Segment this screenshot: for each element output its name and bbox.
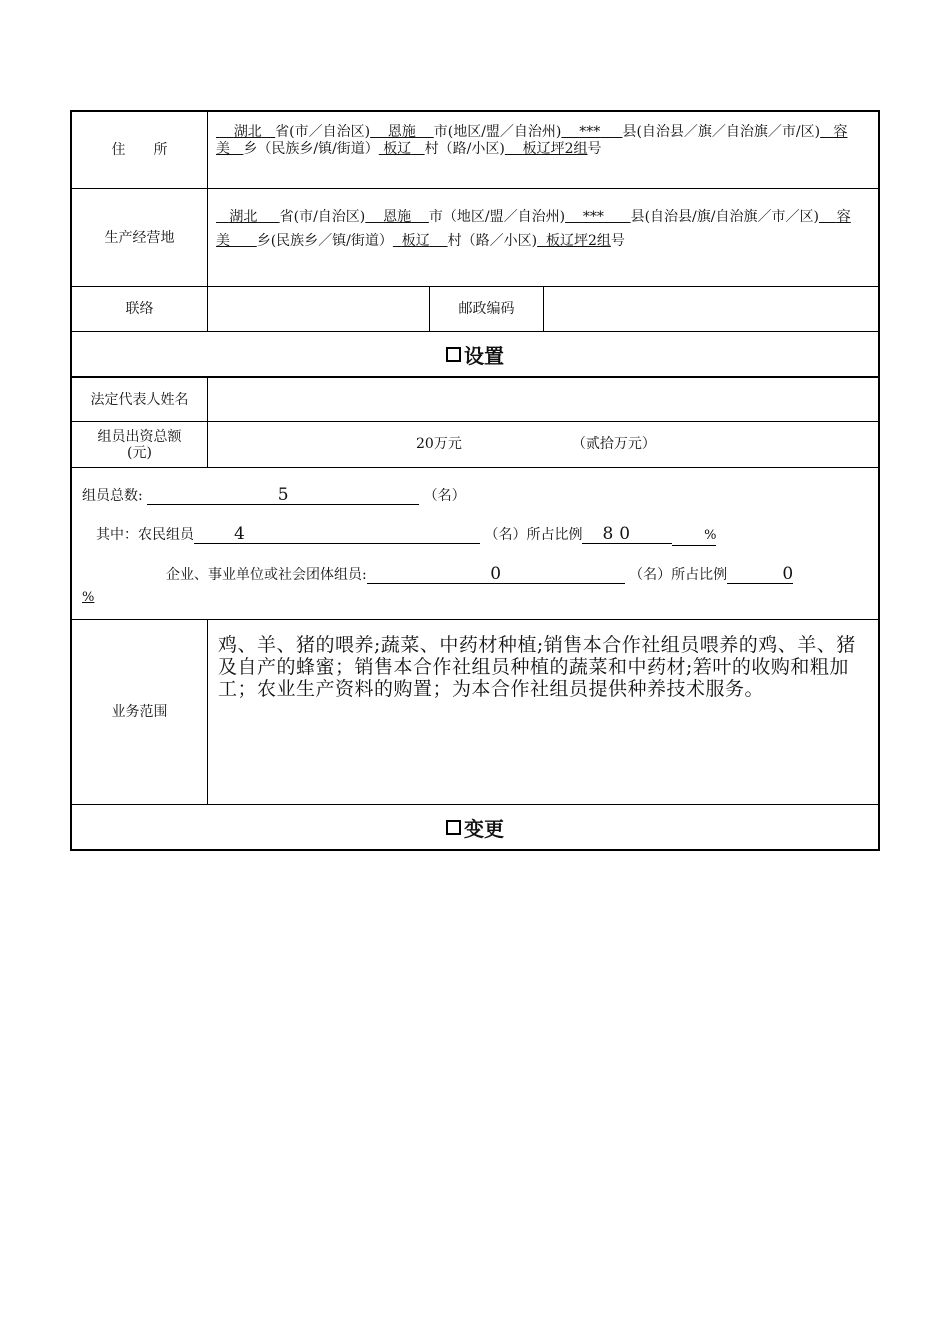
production-county[interactable]: ***: [582, 209, 604, 225]
production-province[interactable]: 湖北: [229, 209, 258, 225]
postal-input[interactable]: [544, 287, 878, 331]
change-checkbox[interactable]: [446, 820, 461, 835]
legal-rep-label: 法定代表人姓名: [72, 378, 208, 421]
setup-header: [72, 332, 878, 378]
members-section: [72, 468, 878, 619]
contact-input[interactable]: [208, 287, 430, 331]
production-value: 湖北 省(市/自治区) 恩施 市（地区/盟／自治州) *** 县(自治县/旗/自治旗／市／区) 容美 乡(民族乡／镇/街道） 板辽 村（路／小区) 板辽坪2组号: [216, 209, 851, 249]
production-row: [72, 189, 878, 287]
address-village[interactable]: 板辽: [383, 141, 412, 157]
farmer-members-line: 其中：农民组员 4 （名）所占比例 80 %: [96, 524, 717, 544]
setup-title: 设置: [464, 343, 504, 368]
production-village[interactable]: 板辽: [401, 233, 430, 249]
org-percent: %: [82, 590, 95, 605]
capital-amount: 20万元: [416, 436, 462, 452]
farmer-members-field[interactable]: 4: [194, 525, 480, 544]
address-value: 湖北 省(市／自治区) 恩施 市(地区/盟／自治州) *** 县(自治县／旗／自治旗／市/区) 容美 乡（民族乡/镇/街道） 板辽 村（路/小区) 板辽坪2组号: [216, 124, 848, 157]
org-members-line: 企业、事业单位或社会团体组员: 0 （名）所占比例 0: [166, 564, 794, 584]
contact-row: [72, 287, 878, 332]
farmer-ratio-field[interactable]: 80: [582, 525, 672, 544]
production-city[interactable]: 恩施: [383, 209, 412, 225]
postal-label: 邮政编码: [430, 287, 544, 331]
address-group[interactable]: 板辽坪2组: [522, 141, 588, 157]
business-row: [72, 620, 878, 805]
contact-label: 联络: [72, 287, 208, 331]
members-row: [72, 468, 878, 620]
address-county[interactable]: ***: [579, 124, 601, 140]
capital-label: 组员出资总额(元): [72, 422, 208, 467]
capital-row: [72, 422, 878, 468]
capital-amount-cn: （贰拾万元）: [571, 436, 656, 452]
org-percent-line: [82, 589, 868, 607]
legal-rep-input[interactable]: [208, 378, 878, 421]
setup-checkbox[interactable]: [446, 347, 461, 362]
business-label: 业务范围: [72, 620, 208, 804]
business-text[interactable]: 鸡、羊、猪的喂养;蔬菜、中药材种植;销售本合作社组员喂养的鸡、羊、猪及自产的蜂蜜；销售本合作社组员种植的蔬菜和中药材;箬叶的收购和粗加工；农业生产资料的购置；为本合作社组员提供种养技术服务。: [218, 634, 856, 700]
address-town[interactable]: 容美: [216, 124, 848, 157]
address-row: [72, 112, 878, 189]
farmer-percent: %: [672, 527, 716, 546]
change-header: [72, 805, 878, 849]
address-city[interactable]: 恩施: [387, 124, 416, 140]
registration-form: [70, 110, 880, 851]
production-group[interactable]: 板辽坪2组: [545, 233, 611, 249]
production-town[interactable]: 容美: [216, 209, 851, 249]
legal-rep-row: [72, 378, 878, 422]
members-total-field[interactable]: 5: [147, 486, 419, 505]
change-title: 变更: [464, 816, 504, 841]
members-total-line: 组员总数: 5 （名）: [82, 485, 466, 505]
org-ratio-field[interactable]: 0: [727, 565, 793, 584]
address-province[interactable]: 湖北: [233, 124, 262, 140]
org-members-field[interactable]: 0: [367, 565, 625, 584]
capital-value[interactable]: [208, 422, 878, 467]
address-label: 住 所: [72, 112, 208, 188]
production-label: 生产经营地: [72, 189, 208, 286]
